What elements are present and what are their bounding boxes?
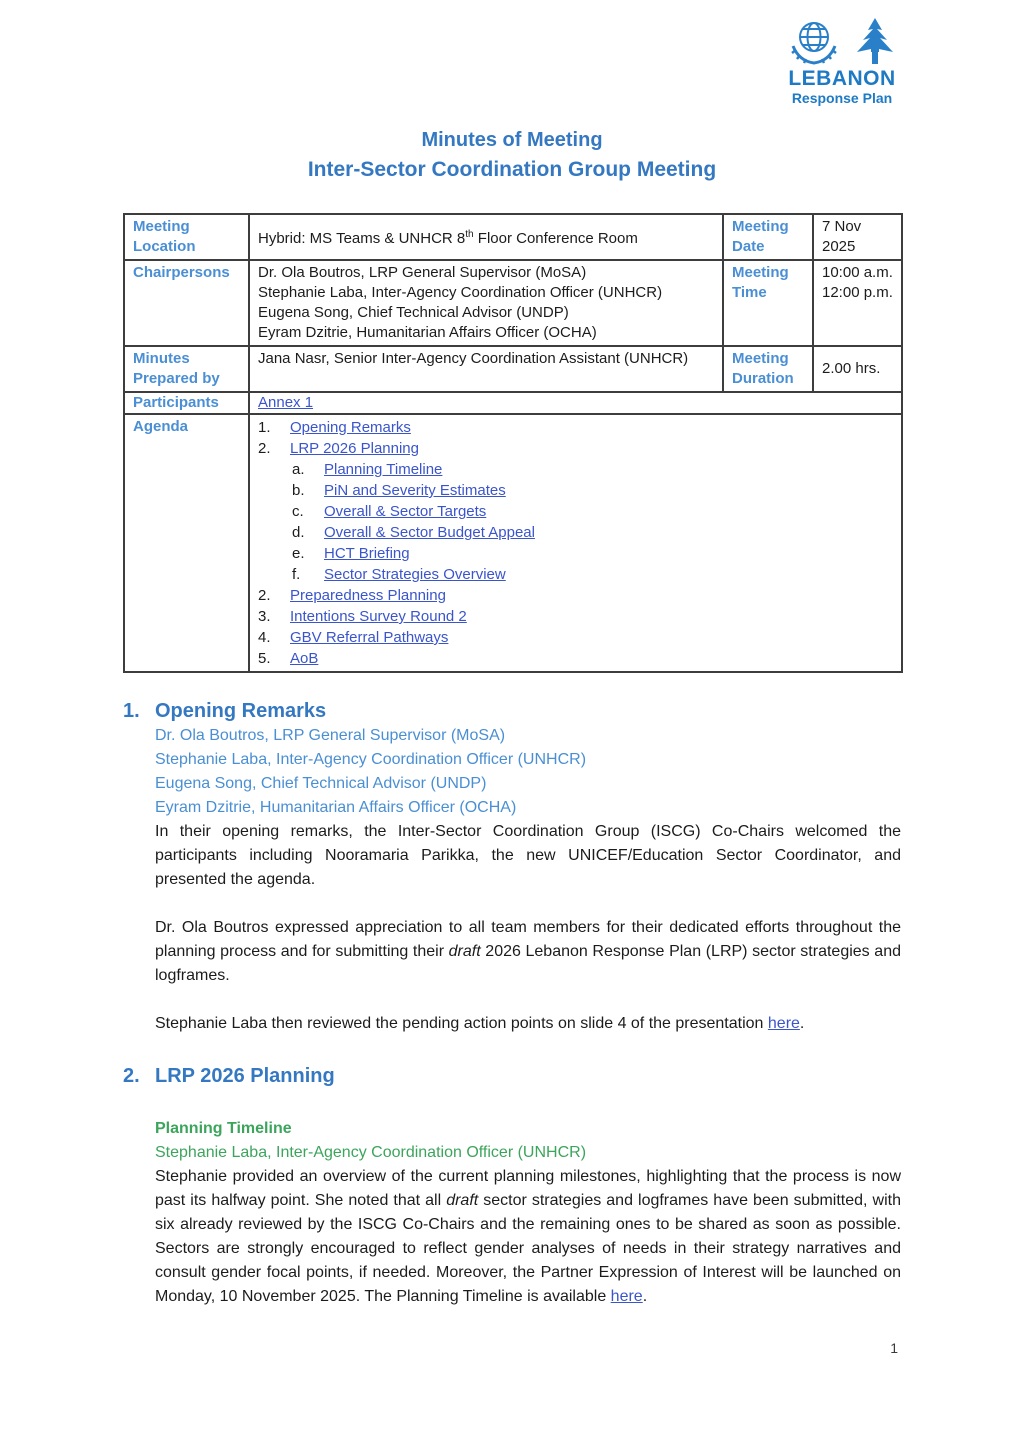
section-1-heading — [123, 699, 901, 724]
logo-name: LEBANON — [788, 67, 896, 90]
p3-text: Stephanie Laba then reviewed the pending action points on slide 4 of the presentation — [155, 1015, 768, 1032]
table-row — [124, 214, 902, 260]
planning-timeline-paragraph — [155, 1165, 901, 1309]
meeting-location-label: Meeting Location — [124, 214, 249, 260]
meeting-duration-value: 2.00 hrs. — [813, 346, 902, 392]
chairpersons-label: Chairpersons — [124, 260, 249, 346]
paragraph-spacer — [155, 988, 901, 1012]
speaker-line-green: Stephanie Laba, Inter-Agency Coordination Officer (UNHCR) — [155, 1144, 587, 1161]
p3-text-post: . — [799, 1015, 805, 1032]
section-1-title: Opening Remarks — [155, 700, 327, 722]
agenda-link-overall-sector-targets[interactable]: Overall & Sector Targets — [324, 503, 487, 520]
meeting-location-value — [249, 214, 723, 260]
agenda-link-hct-briefing[interactable]: HCT Briefing — [324, 545, 410, 562]
location-text-post: Floor Conference Room — [473, 230, 638, 247]
opening-remarks-paragraph-1: In their opening remarks, the Inter-Sector Coordination Group (ISCG) Co-Chairs welcomed the participants including Nooramaria Parikka, the new UNICEF/Education Sector Coordinator, and presented the agenda. — [155, 823, 901, 888]
agenda-link-pin-severity-estimates[interactable]: PiN and Severity Estimates — [324, 482, 506, 499]
agenda-marker: 1. — [258, 419, 271, 436]
agenda-subitem — [292, 480, 893, 501]
chairperson-line: Dr. Ola Boutros, LRP General Supervisor (MoSA) — [258, 264, 587, 281]
section-2-title: LRP 2026 Planning — [155, 1065, 335, 1087]
speaker-line: Dr. Ola Boutros, LRP General Supervisor (MoSA) — [155, 727, 506, 744]
presentation-here-link[interactable]: here — [767, 1015, 800, 1032]
un-emblem-icon — [783, 16, 845, 68]
p2-text-post: 2026 Lebanon Response Plan (LRP) sector strategies and logframes. — [155, 943, 901, 984]
section-2-number: 2. — [123, 1065, 140, 1087]
title-line-2: Inter-Sector Coordination Group Meeting — [307, 158, 717, 181]
agenda-marker: c. — [292, 503, 304, 520]
time-end: 12:00 p.m. — [822, 284, 893, 301]
table-row — [124, 346, 902, 392]
agenda-marker: f. — [292, 566, 301, 583]
agenda-item — [258, 606, 893, 627]
agenda-marker: 2. — [258, 587, 271, 604]
agenda-link-preparedness-planning[interactable]: Preparedness Planning — [290, 587, 446, 604]
p2-italic-draft: draft — [448, 943, 481, 960]
s2-italic-draft: draft — [446, 1192, 479, 1209]
cedar-tree-icon — [849, 16, 901, 68]
agenda-marker: 5. — [258, 650, 271, 667]
meeting-time-value — [813, 260, 902, 346]
agenda-marker: a. — [292, 461, 305, 478]
meeting-meta-table — [123, 213, 903, 673]
agenda-list — [249, 414, 902, 672]
title-line-1: Minutes of Meeting — [421, 129, 603, 151]
agenda-item — [258, 438, 893, 459]
lebanon-response-plan-logo — [776, 16, 908, 106]
logo-tagline: Response Plan — [791, 90, 893, 106]
agenda-subitem — [292, 564, 893, 585]
section-opening-remarks — [123, 699, 901, 1036]
page-number: 1 — [890, 1340, 898, 1356]
s2-text-mid: sector strategies and logframes have been submitted, with six already reviewed by the ISCG Co-Chairs and the remaining ones to be shared as soon as possible. Sectors are strongly encouraged to reflect gender analyses of needs in their strategy narratives and consult gender focal points, if needed. Moreover, the Partner Expression of Interest will be launched on Monday, 10 November 2025. The Planning Timeline is available — [155, 1192, 901, 1305]
planning-timeline-subheading: Planning Timeline — [155, 1120, 292, 1137]
agenda-subitem — [292, 543, 893, 564]
section-lrp-2026-planning — [123, 1064, 901, 1309]
agenda-link-planning-timeline[interactable]: Planning Timeline — [324, 461, 443, 478]
participants-value — [249, 392, 902, 414]
participants-label: Participants — [124, 392, 249, 414]
agenda-subitem — [292, 459, 893, 480]
p2-text: Dr. Ola Boutros expressed appreciation to all team members for their dedicated efforts throughout the planning process and for submitting their — [155, 919, 901, 960]
agenda-label: Agenda — [124, 414, 249, 672]
meeting-time-label: Meeting Time — [723, 260, 813, 346]
location-superscript: th — [465, 229, 474, 240]
section-1-number: 1. — [123, 700, 140, 722]
time-start: 10:00 a.m. — [822, 264, 893, 281]
agenda-item — [258, 627, 893, 648]
agenda-link-aob[interactable]: AoB — [290, 650, 319, 667]
s2-text-pre: Stephanie provided an overview of the current planning milestones, highlighting that the process is now past its halfway point. She noted that all — [155, 1168, 901, 1209]
chairpersons-value — [249, 260, 723, 346]
opening-remarks-paragraph-3 — [155, 1012, 901, 1036]
location-text-pre: Hybrid: MS Teams & UNHCR 8 — [258, 230, 466, 247]
agenda-marker: e. — [292, 545, 305, 562]
table-row — [124, 260, 902, 346]
opening-remarks-paragraph-2 — [155, 916, 901, 988]
paragraph-spacer — [155, 892, 901, 916]
chairperson-line: Stephanie Laba, Inter-Agency Coordination Officer (UNHCR) — [258, 284, 663, 301]
table-row — [124, 392, 902, 414]
agenda-item — [258, 585, 893, 606]
meeting-date-label: Meeting Date — [723, 214, 813, 260]
agenda-marker: 2. — [258, 440, 271, 457]
agenda-marker: 3. — [258, 608, 271, 625]
section-2-heading — [123, 1064, 901, 1089]
speaker-line: Eugena Song, Chief Technical Advisor (UNDP) — [155, 775, 487, 792]
agenda-link-opening-remarks[interactable]: Opening Remarks — [290, 419, 411, 436]
speaker-line: Stephanie Laba, Inter-Agency Coordination Officer (UNHCR) — [155, 751, 587, 768]
planning-timeline-here-link[interactable]: here — [610, 1288, 643, 1305]
agenda-item — [258, 648, 893, 669]
table-row — [124, 414, 902, 672]
logo-emblems — [776, 16, 908, 68]
s2-text-post: . — [642, 1288, 648, 1305]
minutes-prepared-by-label: Minutes Prepared by — [124, 346, 249, 392]
agenda-link-gbv-referral-pathways[interactable]: GBV Referral Pathways — [290, 629, 449, 646]
agenda-link-overall-sector-budget-appeal[interactable]: Overall & Sector Budget Appeal — [324, 524, 535, 541]
annex-1-link[interactable]: Annex 1 — [258, 394, 314, 411]
agenda-subitem — [292, 522, 893, 543]
agenda-link-sector-strategies-overview[interactable]: Sector Strategies Overview — [324, 566, 506, 583]
chairperson-line: Eyram Dzitrie, Humanitarian Affairs Officer (OCHA) — [258, 324, 597, 341]
agenda-subitem — [292, 501, 893, 522]
agenda-item — [258, 417, 893, 438]
chairperson-line: Eugena Song, Chief Technical Advisor (UNDP) — [258, 304, 569, 321]
agenda-marker: b. — [292, 482, 305, 499]
minutes-prepared-by-value: Jana Nasr, Senior Inter-Agency Coordination Assistant (UNHCR) — [249, 346, 723, 392]
meeting-date-value: 7 Nov 2025 — [813, 214, 902, 260]
agenda-marker: 4. — [258, 629, 271, 646]
agenda-marker: d. — [292, 524, 305, 541]
agenda-link-intentions-survey-round-2[interactable]: Intentions Survey Round 2 — [290, 608, 467, 625]
meeting-duration-label: Meeting Duration — [723, 346, 813, 392]
agenda-link-lrp-2026-planning[interactable]: LRP 2026 Planning — [290, 440, 419, 457]
speaker-line: Eyram Dzitrie, Humanitarian Affairs Officer (OCHA) — [155, 799, 517, 816]
